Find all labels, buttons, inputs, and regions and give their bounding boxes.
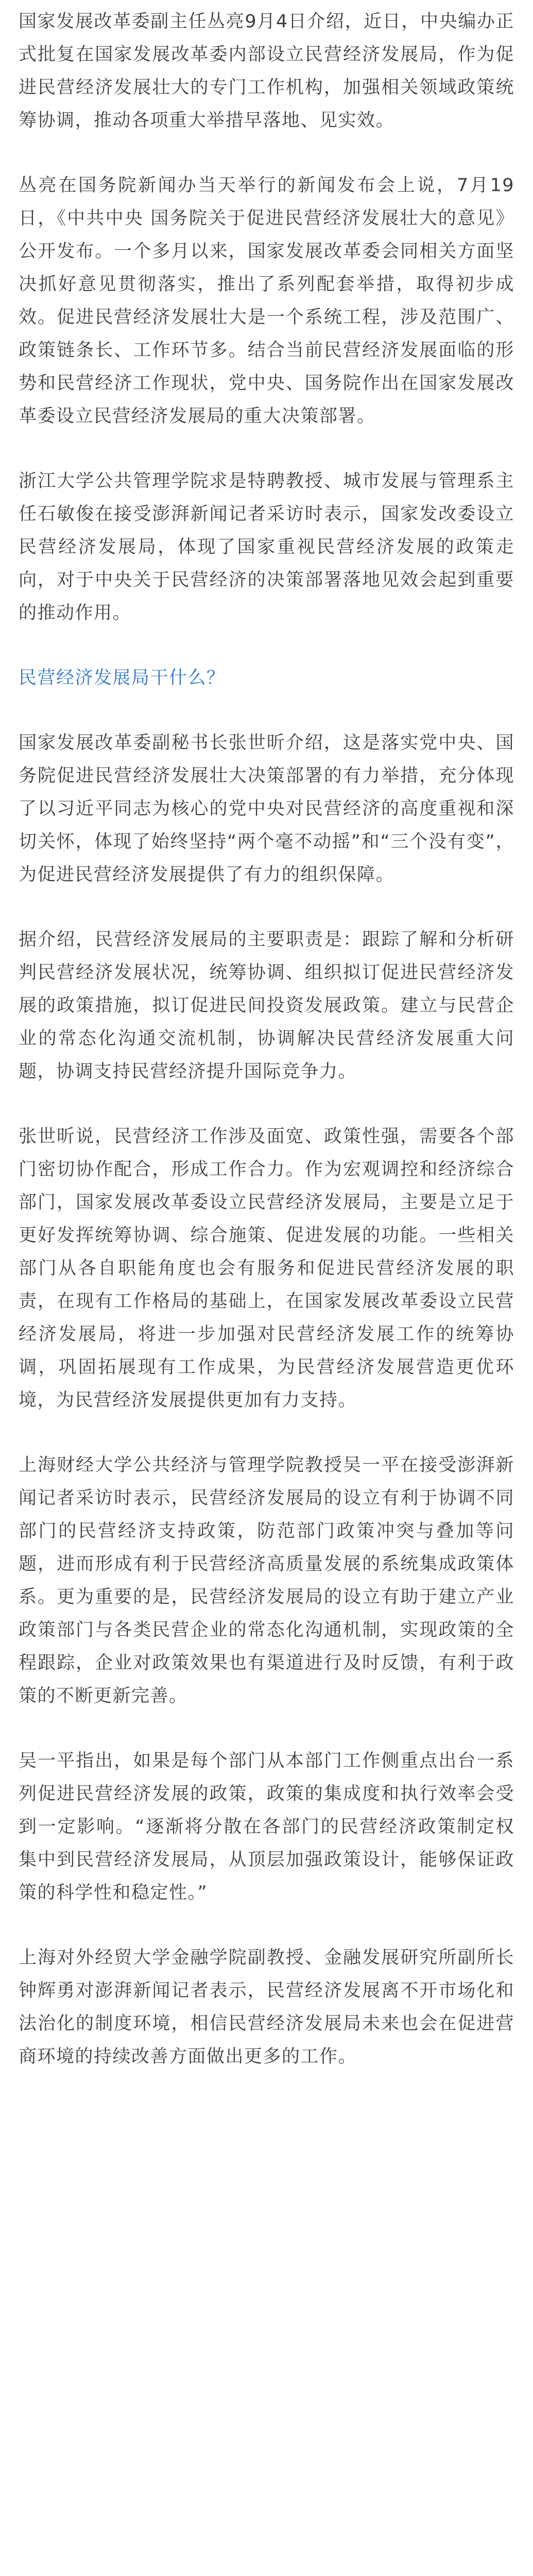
article-paragraph: 据介绍，民营经济发展局的主要职责是：跟踪了解和分析研判民营经济发展状况，统筹协调、组织拟订促进民营经济发展的政策措施，拟订促进民间投资发展政策。建立与民营企业的常态化沟通交流机制，协调解决民营经济发展重大问题，协调支持民营经济提升国际竞争力。: [19, 929, 514, 1082]
article-paragraph: 丛亮在国务院新闻办当天举行的新闻发布会上说，7月19日，《中共中央 国务院关于促进民营经济发展壮大的意见》公开发布。一个多月以来，国家发展改革委会同相关方面坚决抓好意见贯彻落实，推出了系列配套举措，取得初步成效。促进民营经济发展壮大是一个系统工程，涉及范围广、政策链条长、工作环节多。结合当前民营经济发展面临的形势和民营经济工作现状，党中央、国务院作出在国家发展改革委设立民营经济发展局的重大决策部署。: [19, 175, 514, 427]
article-paragraph: 张世昕说，民营经济工作涉及面宽、政策性强，需要各个部门密切协作配合，形成工作合力。作为宏观调控和经济综合部门，国家发展改革委设立民营经济发展局，主要是立足于更好发挥统筹协调、综合施策、促进发展的功能。一些相关部门从各自职能角度也会有服务和促进民营经济发展的职责，在现有工作格局的基础上，在国家发展改革委设立民营经济发展局，将进一步加强对民营经济发展工作的统筹协调，巩固拓展现有工作成果，为民营经济发展营造更优环境，为民营经济发展提供更加有力支持。: [19, 1126, 514, 1411]
article-paragraph: 浙江大学公共管理学院求是特聘教授、城市发展与管理系主任石敏俊在接受澎湃新闻记者采访时表示，国家发改委设立民营经济发展局，体现了国家重视民营经济发展的政策走向，对于中央关于民营经济的决策部署落地见效会起到重要的推动作用。: [19, 471, 514, 623]
article-paragraph: 上海对外经贸大学金融学院副教授、金融发展研究所副所长钟辉勇对澎湃新闻记者表示，民营经济发展离不开市场化和法治化的制度环境，相信民营经济发展局未来也会在促进营商环境的持续改善方面做出更多的工作。: [19, 1947, 514, 2067]
article-paragraph: 国家发展改革委副主任丛亮9月4日介绍，近日，中央编办正式批复在国家发展改革委内部设立民营经济发展局，作为促进民营经济发展壮大的专门工作机构，加强相关领域政策统筹协调，推动各项重大举措早落地、见实效。: [19, 11, 514, 131]
article-paragraph: 吴一平指出，如果是每个部门从本部门工作侧重点出台一系列促进民营经济发展的政策，政策的集成度和执行效率会受到一定影响。“逐渐将分散在各部门的民营经济政策制定权集中到民营经济发展局，从顶层加强政策设计，能够保证政策的科学性和稳定性。”: [19, 1751, 514, 1903]
article-paragraph: 国家发展改革委副秘书长张世昕介绍，这是落实党中央、国务院促进民营经济发展壮大决策部署的有力举措，充分体现了以习近平同志为核心的党中央对民营经济的高度重视和深切关怀，体现了始终坚持“两个毫不动摇”和“三个没有变”，为促进民营经济发展提供了有力的组织保障。: [19, 733, 514, 885]
section-heading: 民营经济发展局干什么？: [19, 668, 226, 688]
article-paragraph: 上海财经大学公共经济与管理学院教授吴一平在接受澎湃新闻记者采访时表示，民营经济发展局的设立有利于协调不同部门的民营经济支持政策，防范部门政策冲突与叠加等问题，进而形成有利于民营经济高质量发展的系统集成政策体系。更为重要的是，民营经济发展局的设立有助于建立产业政策部门与各类民营企业的常态化沟通机制，实现政策的全程跟踪，企业对政策效果也有渠道进行及时反馈，有利于政策的不断更新完善。: [19, 1455, 514, 1706]
